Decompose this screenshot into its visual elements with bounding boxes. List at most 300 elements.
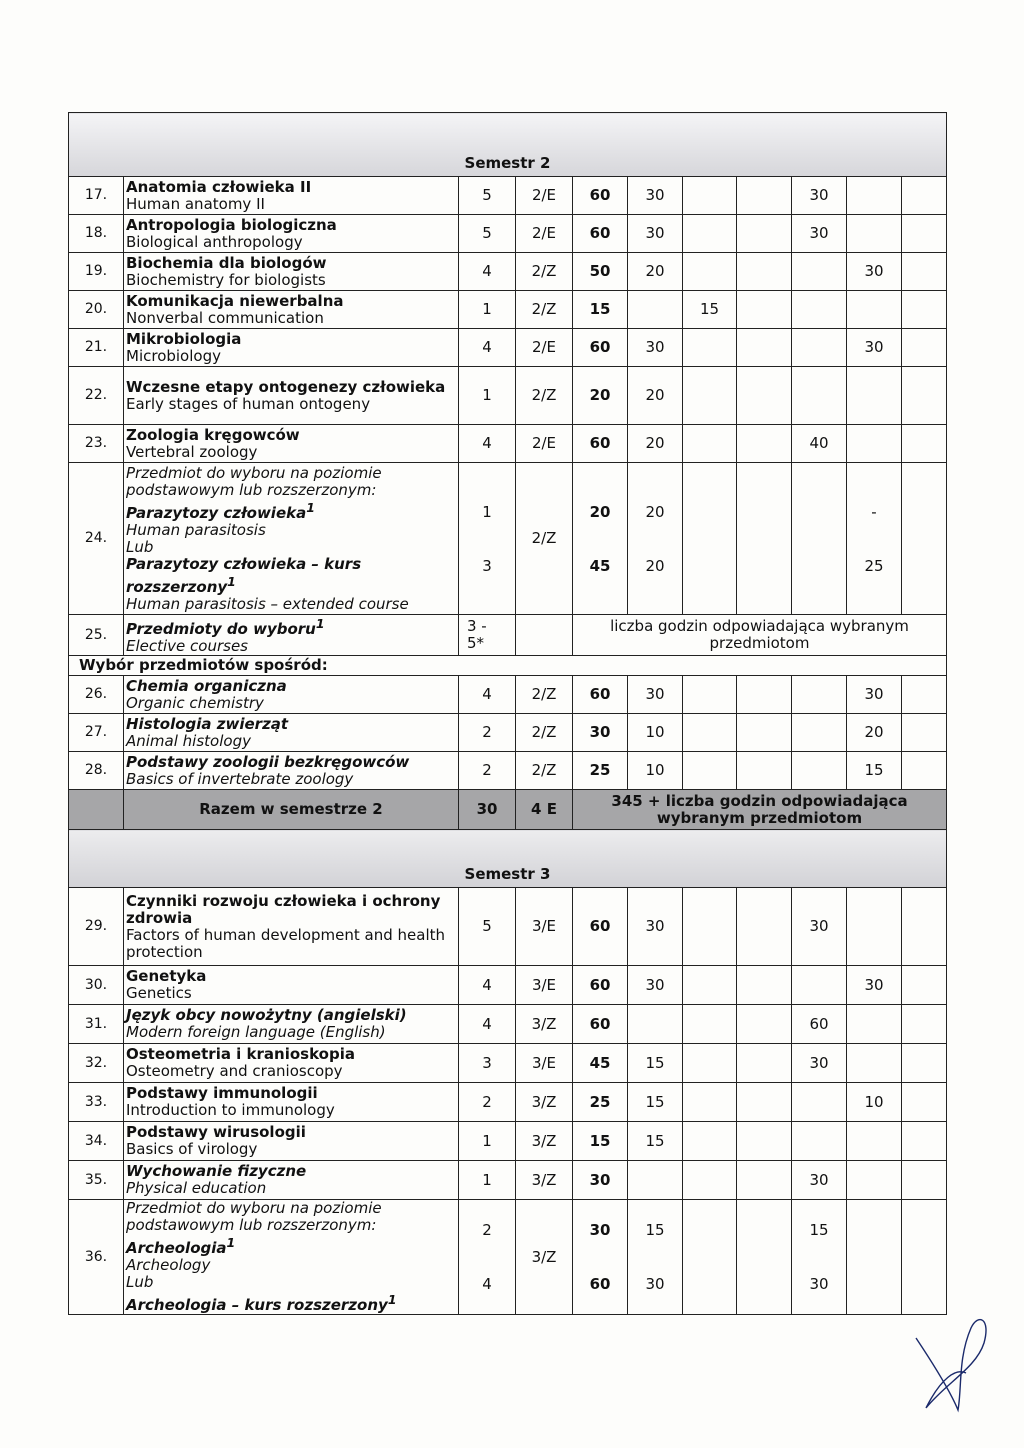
semester-form-cell: 2/E xyxy=(516,425,573,463)
hours-cell xyxy=(737,1200,792,1315)
hours-cell xyxy=(683,714,737,752)
hours-cell xyxy=(683,425,737,463)
course-row xyxy=(69,1005,947,1044)
course-name-pl: Język obcy nowożytny (angielski) xyxy=(126,1006,407,1024)
ects-range-from: 3 - xyxy=(467,617,487,635)
hours-cell xyxy=(683,1044,737,1083)
hours-cell xyxy=(792,367,847,425)
ects-cell: 1 3 xyxy=(459,463,516,615)
hours-cell: 20 xyxy=(847,714,902,752)
hours-cell xyxy=(847,367,902,425)
hours-cell xyxy=(902,1161,947,1200)
total-hours-cell: 25 xyxy=(573,1083,628,1122)
course-name-pl: Wychowanie fizyczne xyxy=(126,1162,307,1180)
hours-cell xyxy=(737,888,792,966)
hours-cell xyxy=(902,1005,947,1044)
course-number: 25. xyxy=(69,615,124,656)
lecture-hours-cell: 15 xyxy=(628,1122,683,1161)
hours-cell xyxy=(737,1122,792,1161)
course-name xyxy=(124,329,459,367)
semester-3-header-row xyxy=(69,830,947,888)
course-name-en: Microbiology xyxy=(126,346,221,365)
total-hours-cell: 60 xyxy=(573,966,628,1005)
hours-cell xyxy=(737,425,792,463)
course-row xyxy=(69,714,947,752)
hours-cell xyxy=(683,966,737,1005)
hours-cell xyxy=(737,1083,792,1122)
course-name xyxy=(124,463,459,615)
hours-cell: 15 xyxy=(847,752,902,790)
hours-cell xyxy=(683,1161,737,1200)
hours-cell xyxy=(792,463,847,615)
total-number-cell xyxy=(69,790,124,830)
hours-cell: 40 xyxy=(792,425,847,463)
hours-cell xyxy=(902,367,947,425)
hours-cell: 30 xyxy=(847,253,902,291)
course-name xyxy=(124,1044,459,1083)
study-plan-table xyxy=(68,112,947,1315)
course-name xyxy=(124,966,459,1005)
ects-cell: 2 xyxy=(459,714,516,752)
total-hours-cell: 30 xyxy=(573,714,628,752)
ects-cell: 1 xyxy=(459,367,516,425)
option-2-name-en: Human parasitosis – extended course xyxy=(126,594,409,613)
hours-cell xyxy=(683,367,737,425)
ects-cell: 1 xyxy=(459,1122,516,1161)
hours-cell xyxy=(792,1083,847,1122)
semester-form-cell: 2/Z xyxy=(516,714,573,752)
course-name-en: Human anatomy II xyxy=(126,194,265,213)
hours-cell: 30 xyxy=(847,329,902,367)
course-row xyxy=(69,1083,947,1122)
course-name xyxy=(124,615,459,656)
course-name-en: Physical education xyxy=(126,1179,267,1197)
course-number: 19. xyxy=(69,253,124,291)
course-name-pl: Podstawy wirusologii xyxy=(126,1123,306,1141)
semester-form-cell: 3/Z xyxy=(516,1200,573,1315)
course-name-en: Basics of virology xyxy=(126,1140,258,1158)
semester-form-cell: 2/E xyxy=(516,329,573,367)
course-name-en: Introduction to immunology xyxy=(126,1101,335,1119)
course-name-en: Factors of human development and health protection xyxy=(126,925,446,961)
course-name-en: Vertebral zoology xyxy=(126,442,258,461)
total-hours-cell: 45 xyxy=(573,1044,628,1083)
course-name-en: Basics of invertebrate zoology xyxy=(126,769,354,788)
course-name xyxy=(124,291,459,329)
or-label: Lub xyxy=(126,537,154,556)
lecture-hours-cell: 20 xyxy=(628,253,683,291)
hours-cell: 60 xyxy=(792,1005,847,1044)
ects-cell: 1 xyxy=(459,291,516,329)
course-number: 34. xyxy=(69,1122,124,1161)
course-number: 28. xyxy=(69,752,124,790)
hours-cell xyxy=(792,1122,847,1161)
course-name-pl: Zoologia kręgowców xyxy=(126,425,300,444)
semester-form-cell: 3/E xyxy=(516,888,573,966)
course-name xyxy=(124,1200,459,1315)
total-hours-cell: 60 xyxy=(573,676,628,714)
ects-cell: 4 xyxy=(459,1005,516,1044)
option-1-name-en: Archeology xyxy=(126,1256,211,1274)
hours-cell xyxy=(737,1161,792,1200)
semester-form-cell: 2/Z xyxy=(516,752,573,790)
course-row-electives xyxy=(69,615,947,656)
hours-cell xyxy=(847,177,902,215)
course-row xyxy=(69,966,947,1005)
hours-cell xyxy=(847,1044,902,1083)
course-name-en: Biological anthropology xyxy=(126,232,303,251)
hours-cell xyxy=(902,291,947,329)
course-name-pl: Komunikacja niewerbalna xyxy=(126,291,344,310)
lecture-hours-cell: 30 xyxy=(628,888,683,966)
total-hours-cell: 30 60 xyxy=(573,1200,628,1315)
footnote-mark: 1 xyxy=(387,1292,397,1307)
ects-cell: 5 xyxy=(459,215,516,253)
semester-form-cell: 3/Z xyxy=(516,1005,573,1044)
hours-cell xyxy=(683,215,737,253)
hours-cell xyxy=(683,1200,737,1315)
hours-cell xyxy=(902,215,947,253)
hours-cell: - 25 xyxy=(847,463,902,615)
hours-cell xyxy=(902,329,947,367)
footnote-mark: 1 xyxy=(227,573,236,589)
semester-2-total-row xyxy=(69,790,947,830)
course-name xyxy=(124,177,459,215)
hours-cell xyxy=(683,1122,737,1161)
total-label: Razem w semestrze 2 xyxy=(124,790,459,830)
course-name xyxy=(124,253,459,291)
course-number: 22. xyxy=(69,367,124,425)
course-number: 23. xyxy=(69,425,124,463)
hours-cell xyxy=(737,177,792,215)
hours-cell xyxy=(792,291,847,329)
hours-cell xyxy=(847,1200,902,1315)
hours-cell xyxy=(902,752,947,790)
hours-cell xyxy=(792,714,847,752)
course-row xyxy=(69,1122,947,1161)
course-number: 26. xyxy=(69,676,124,714)
hours-cell xyxy=(683,253,737,291)
semester-form-cell: 2/Z xyxy=(516,367,573,425)
elective-intro: Przedmiot do wyboru na poziomie podstawowym lub rozszerzonym: xyxy=(126,463,382,499)
course-name-en: Animal histology xyxy=(126,731,251,750)
course-row xyxy=(69,1161,947,1200)
semester-form-cell: 2/Z xyxy=(516,253,573,291)
hours-cell xyxy=(847,1161,902,1200)
elective-choice-header: Wybór przedmiotów spośród: xyxy=(69,656,947,676)
hours-cell xyxy=(847,1122,902,1161)
lecture-hours-cell xyxy=(628,291,683,329)
hours-cell xyxy=(737,253,792,291)
hours-cell: 30 xyxy=(792,1044,847,1083)
course-row xyxy=(69,253,947,291)
total-hours-cell: 60 xyxy=(573,425,628,463)
hours-cell xyxy=(902,1044,947,1083)
total-hours-cell: 60 xyxy=(573,888,628,966)
course-name xyxy=(124,1083,459,1122)
hours-cell xyxy=(902,177,947,215)
option-1-name: Parazytozy człowieka$^1$ xyxy=(126,499,315,522)
course-name-en: Biochemistry for biologists xyxy=(126,270,326,289)
hours-cell: 30 xyxy=(847,676,902,714)
footnote-mark: 1 xyxy=(226,1235,236,1250)
ects-cell: 4 xyxy=(459,676,516,714)
course-name xyxy=(124,425,459,463)
option-2-name: Archeologia – kurs rozszerzony$^1$ xyxy=(126,1292,397,1314)
hours-cell xyxy=(683,1083,737,1122)
hours-cell xyxy=(683,888,737,966)
semester-form-cell: 3/Z xyxy=(516,1122,573,1161)
course-name-pl: Histologia zwierząt xyxy=(126,714,289,733)
course-row xyxy=(69,888,947,966)
ects-cell: 1 xyxy=(459,1161,516,1200)
semester-3-title: Semestr 3 xyxy=(69,830,947,888)
ects-cell: 4 xyxy=(459,329,516,367)
hours-cell xyxy=(737,752,792,790)
hours-cell xyxy=(792,676,847,714)
course-name xyxy=(124,215,459,253)
hours-cell: 30 xyxy=(847,966,902,1005)
course-name-en: Early stages of human ontogeny xyxy=(126,394,371,413)
hours-cell xyxy=(792,253,847,291)
semester-form-cell: 3/E xyxy=(516,966,573,1005)
ects-cell xyxy=(459,615,516,656)
course-name-en: Osteometry and cranioscopy xyxy=(126,1062,343,1080)
course-name xyxy=(124,1161,459,1200)
hours-cell xyxy=(792,329,847,367)
hours-cell xyxy=(737,463,792,615)
course-number: 29. xyxy=(69,888,124,966)
course-number: 17. xyxy=(69,177,124,215)
course-name-en: Organic chemistry xyxy=(126,693,264,712)
ects-cell: 3 xyxy=(459,1044,516,1083)
hours-cell xyxy=(792,966,847,1005)
total-hours-cell: 15 xyxy=(573,1122,628,1161)
semester-form-cell xyxy=(516,615,573,656)
elective-hours-note: liczba godzin odpowiadająca wybranym przedmiotom xyxy=(573,615,947,656)
course-row xyxy=(69,752,947,790)
course-number: 35. xyxy=(69,1161,124,1200)
hours-cell: 30 xyxy=(792,888,847,966)
semester-form-cell: 3/Z xyxy=(516,1083,573,1122)
ects-cell: 2 xyxy=(459,752,516,790)
lecture-hours-cell xyxy=(628,1005,683,1044)
hours-cell xyxy=(902,1122,947,1161)
semester-form-cell: 2/Z xyxy=(516,676,573,714)
lecture-hours-cell xyxy=(628,1161,683,1200)
total-hours-cell: 20 xyxy=(573,367,628,425)
course-name-en: Genetics xyxy=(126,984,192,1002)
hours-cell xyxy=(737,367,792,425)
lecture-hours-cell: 15 xyxy=(628,1044,683,1083)
course-number: 33. xyxy=(69,1083,124,1122)
lecture-hours-cell: 15 xyxy=(628,1083,683,1122)
ects-cell: 5 xyxy=(459,177,516,215)
course-name-en: Modern foreign language (English) xyxy=(126,1023,386,1041)
course-number: 27. xyxy=(69,714,124,752)
course-name-pl: Mikrobiologia xyxy=(126,329,242,348)
course-name xyxy=(124,1005,459,1044)
ects-cell: 4 xyxy=(459,425,516,463)
course-row-elective-level xyxy=(69,1200,947,1315)
course-name-en: Elective courses xyxy=(126,637,248,655)
course-name-pl: Przedmioty do wyboru$^1$ xyxy=(126,616,325,638)
course-number: 32. xyxy=(69,1044,124,1083)
hours-cell xyxy=(737,1044,792,1083)
option-2-name: Parazytozy człowieka – kurs rozszerzony$^1$ xyxy=(126,554,362,596)
course-name-pl: Antropologia biologiczna xyxy=(126,215,337,234)
hours-cell xyxy=(902,714,947,752)
course-number: 36. xyxy=(69,1200,124,1315)
hours-cell xyxy=(902,425,947,463)
course-name xyxy=(124,752,459,790)
signature-scribble xyxy=(896,1298,996,1418)
total-hours-cell: 60 xyxy=(573,215,628,253)
lecture-hours-cell: 20 xyxy=(628,425,683,463)
hours-cell xyxy=(683,676,737,714)
semester-form-cell: 2/E xyxy=(516,177,573,215)
course-name xyxy=(124,676,459,714)
total-hours-cell: 60 xyxy=(573,1005,628,1044)
hours-cell xyxy=(737,714,792,752)
total-exams: 4 E xyxy=(516,790,573,830)
course-number: 20. xyxy=(69,291,124,329)
hours-cell xyxy=(847,425,902,463)
hours-cell xyxy=(902,463,947,615)
hours-cell: 30 xyxy=(792,215,847,253)
lecture-hours-cell: 10 xyxy=(628,714,683,752)
course-number: 24. xyxy=(69,463,124,615)
course-row xyxy=(69,329,947,367)
semester-form-cell: 3/Z xyxy=(516,1161,573,1200)
elective-intro: Przedmiot do wyboru na poziomie podstawowym lub rozszerzonym: xyxy=(126,1199,382,1234)
course-name-pl: Genetyka xyxy=(126,967,207,985)
ects-range-to: 5* xyxy=(467,634,485,652)
total-hours-cell: 50 xyxy=(573,253,628,291)
lecture-hours-cell: 30 xyxy=(628,966,683,1005)
lecture-hours-cell: 30 xyxy=(628,329,683,367)
hours-cell xyxy=(902,253,947,291)
total-hours-cell: 60 xyxy=(573,177,628,215)
hours-cell xyxy=(847,888,902,966)
hours-cell xyxy=(737,329,792,367)
footnote-mark: 1 xyxy=(315,616,325,631)
total-hours-cell: 60 xyxy=(573,329,628,367)
hours-cell xyxy=(683,1005,737,1044)
course-row xyxy=(69,367,947,425)
lecture-hours-cell: 20 xyxy=(628,367,683,425)
or-label: Lub xyxy=(126,1273,154,1291)
course-number: 31. xyxy=(69,1005,124,1044)
total-hours-cell: 15 xyxy=(573,291,628,329)
course-name-pl: Czynniki rozwoju człowieka i ochrony zdrowia xyxy=(126,891,441,927)
course-number: 18. xyxy=(69,215,124,253)
hours-cell xyxy=(847,291,902,329)
hours-cell xyxy=(792,752,847,790)
semester-form-cell: 2/Z xyxy=(516,291,573,329)
course-name-pl: Biochemia dla biologów xyxy=(126,253,327,272)
course-name xyxy=(124,714,459,752)
hours-cell xyxy=(737,1005,792,1044)
hours-cell: 30 xyxy=(792,177,847,215)
hours-cell xyxy=(902,966,947,1005)
course-name-pl: Anatomia człowieka II xyxy=(126,177,312,196)
lecture-hours-cell: 30 xyxy=(628,215,683,253)
option-1-name-en: Human parasitosis xyxy=(126,520,266,539)
course-number: 30. xyxy=(69,966,124,1005)
lecture-hours-cell: 30 xyxy=(628,676,683,714)
elective-choice-header-row xyxy=(69,656,947,676)
hours-cell xyxy=(737,291,792,329)
course-name-pl: Podstawy zoologii bezkręgowców xyxy=(126,752,410,771)
ects-cell: 2 xyxy=(459,1083,516,1122)
course-name xyxy=(124,1122,459,1161)
course-row xyxy=(69,676,947,714)
hours-cell: 10 xyxy=(847,1083,902,1122)
semester-form-cell: 2/Z xyxy=(516,463,573,615)
course-name-pl: Osteometria i kranioskopia xyxy=(126,1045,355,1063)
total-hours: 345 + liczba godzin odpowiadająca wybranym przedmiotom xyxy=(573,790,947,830)
course-row xyxy=(69,215,947,253)
course-row xyxy=(69,177,947,215)
hours-cell: 15 xyxy=(683,291,737,329)
semester-2-title: Semestr 2 xyxy=(69,113,947,177)
lecture-hours-cell: 10 xyxy=(628,752,683,790)
course-number: 21. xyxy=(69,329,124,367)
total-ects: 30 xyxy=(459,790,516,830)
hours-cell xyxy=(737,676,792,714)
footnote-mark: 1 xyxy=(306,499,315,515)
ects-cell: 4 xyxy=(459,966,516,1005)
hours-cell: 30 xyxy=(792,1161,847,1200)
hours-cell xyxy=(847,1005,902,1044)
course-row xyxy=(69,425,947,463)
semester-form-cell: 3/E xyxy=(516,1044,573,1083)
course-name xyxy=(124,367,459,425)
course-name-en: Nonverbal communication xyxy=(126,308,324,327)
course-row xyxy=(69,291,947,329)
total-hours-cell: 20 45 xyxy=(573,463,628,615)
course-name xyxy=(124,888,459,966)
course-name-pl: Chemia organiczna xyxy=(126,676,287,695)
hours-cell: 15 30 xyxy=(792,1200,847,1315)
ects-cell: 5 xyxy=(459,888,516,966)
semester-2-header-row xyxy=(69,113,947,177)
table-body xyxy=(69,113,947,1315)
course-name-pl: Wczesne etapy ontogenezy człowieka xyxy=(126,377,446,396)
lecture-hours-cell: 15 30 xyxy=(628,1200,683,1315)
lecture-hours-cell: 30 xyxy=(628,177,683,215)
course-row-elective-level xyxy=(69,463,947,615)
hours-cell xyxy=(902,676,947,714)
semester-form-cell: 2/E xyxy=(516,215,573,253)
option-1-name: Archeologia$^1$ xyxy=(126,1235,236,1257)
ects-cell: 4 xyxy=(459,253,516,291)
hours-cell xyxy=(683,329,737,367)
hours-cell xyxy=(737,215,792,253)
hours-cell xyxy=(737,966,792,1005)
total-hours-cell: 30 xyxy=(573,1161,628,1200)
ects-cell: 2 4 xyxy=(459,1200,516,1315)
hours-cell xyxy=(902,1083,947,1122)
course-name-pl: Podstawy immunologii xyxy=(126,1084,318,1102)
hours-cell xyxy=(847,215,902,253)
lecture-hours-cell: 20 20 xyxy=(628,463,683,615)
hours-cell xyxy=(683,752,737,790)
hours-cell xyxy=(683,463,737,615)
course-row xyxy=(69,1044,947,1083)
hours-cell xyxy=(902,888,947,966)
